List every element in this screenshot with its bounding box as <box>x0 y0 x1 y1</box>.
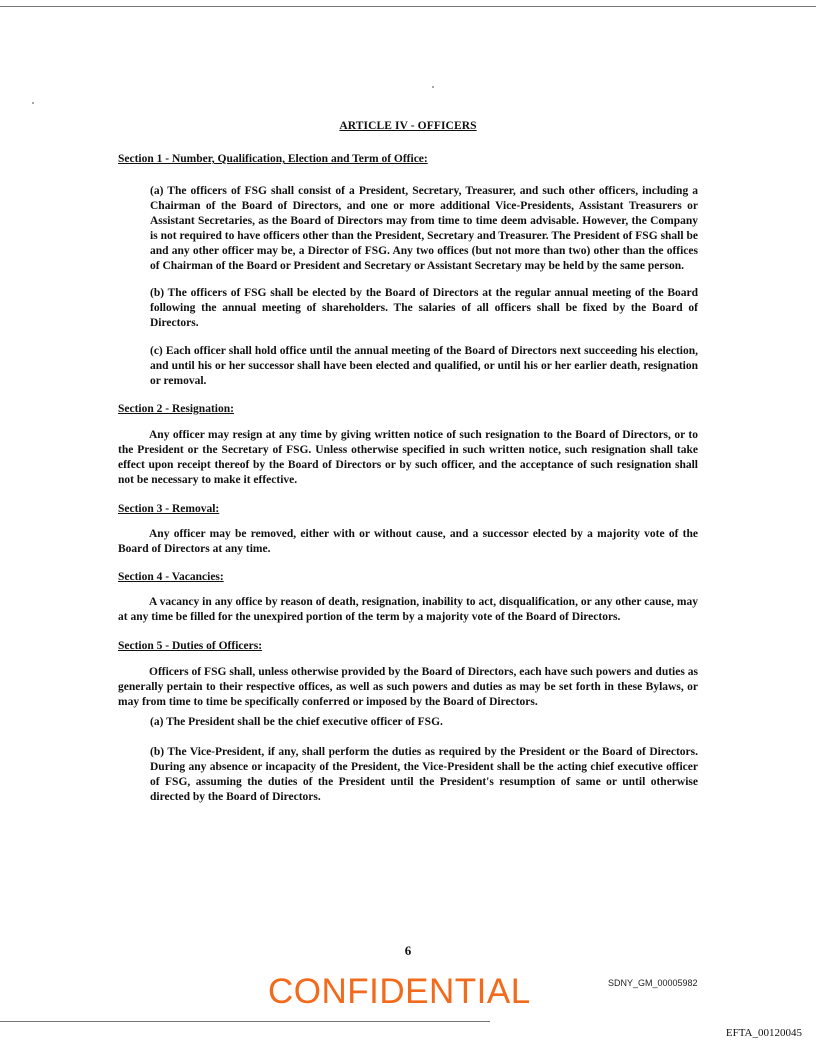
confidential-stamp: CONFIDENTIAL <box>268 972 531 1011</box>
section-1-para-b <box>150 286 698 331</box>
para-label: (c) <box>150 345 163 357</box>
para-text: The officers of FSG shall consist of a President, Secretary, Treasurer, and such other officers, including a Chairman of the Board of Directors, and one or more additional Vice-Presidents, Assistant Treasurers or Assistant Secretaries, as the Board of Directors may from time to time deem advisable. However, the Company is not required to have officers other than the President, Secretary and Treasurer. The President of FSG shall be and any other officer may be, a Director of FSG. Any two offices (but not more than two) other than the offices of Chairman of the Board or President and Secretary or Assistant Secretary may be held by the same person. <box>150 185 698 272</box>
section-1-heading: Section 1 - Number, Qualification, Election and Term of Office: <box>118 153 428 165</box>
section-5-para-b <box>150 745 698 805</box>
para-label: (b) <box>150 287 165 299</box>
section-5-para-a <box>150 715 698 730</box>
para-label: (a) <box>150 716 164 728</box>
section-2-heading: Section 2 - Resignation: <box>118 403 234 415</box>
section-1-para-a <box>150 184 698 274</box>
bates-number: SDNY_GM_00005982 <box>608 978 698 988</box>
para-text: Each officer shall hold office until the annual meeting of the Board of Directors next succeeding his election, and until his or her successor shall have been elected and qualified, or until his or her earlier death, resignation or removal. <box>150 345 698 387</box>
para-label: (b) <box>150 746 165 758</box>
section-3-body: Any officer may be removed, either with or without cause, and a successor elected by a majority vote of the Board of Directors at any time. <box>118 528 698 555</box>
scan-speck <box>32 102 34 104</box>
section-4-body: A vacancy in any office by reason of death, resignation, inability to act, disqualification, or any other cause, may at any time be filled for the unexpired portion of the term by a majority vote of the Board of Directors. <box>118 596 698 623</box>
page-number: 6 <box>404 943 412 958</box>
para-text: The Vice-President, if any, shall perform the duties as required by the President or the Board of Directors. During any absence or incapacity of the President, the Vice-President shall be the acting chief executive officer of FSG, assuming the duties of the President until the President's resumption of same or until otherwise directed by the Board of Directors. <box>150 746 698 803</box>
para-text: The President shall be the chief executive officer of FSG. <box>166 716 443 728</box>
para-label: (a) <box>150 185 164 197</box>
scan-speck <box>432 86 434 88</box>
section-3-heading: Section 3 - Removal: <box>118 503 220 515</box>
para-text: The officers of FSG shall be elected by the Board of Directors at the regular annual meeting of the Board following the annual meeting of shareholders. The salaries of all officers shall be fixed by the Board of Directors. <box>150 287 698 329</box>
section-4-heading: Section 4 - Vacancies: <box>118 571 224 583</box>
scan-border-top <box>0 6 816 7</box>
efta-number: EFTA_00120045 <box>725 1027 802 1039</box>
section-1-para-c <box>150 344 698 389</box>
scan-border-bottom <box>0 1021 490 1022</box>
section-2-body: Any officer may resign at any time by giving written notice of such resignation to the Board of Directors, or to the President or the Secretary of FSG. Unless otherwise specified in such written notice, such resignation shall take effect upon receipt thereof by the Board of Directors or by such officer, and the acceptance of such resignation shall not be necessary to make it effective. <box>118 429 698 486</box>
article-title: ARTICLE IV - OFFICERS <box>339 120 477 132</box>
section-5-heading: Section 5 - Duties of Officers: <box>118 640 263 652</box>
section-5-body: Officers of FSG shall, unless otherwise provided by the Board of Directors, each have such powers and duties as generally pertain to their respective offices, as well as such powers and duties as may be set forth in these Bylaws, or may from time to time be specifically conferred or imposed by the Board of Directors. <box>118 666 698 708</box>
